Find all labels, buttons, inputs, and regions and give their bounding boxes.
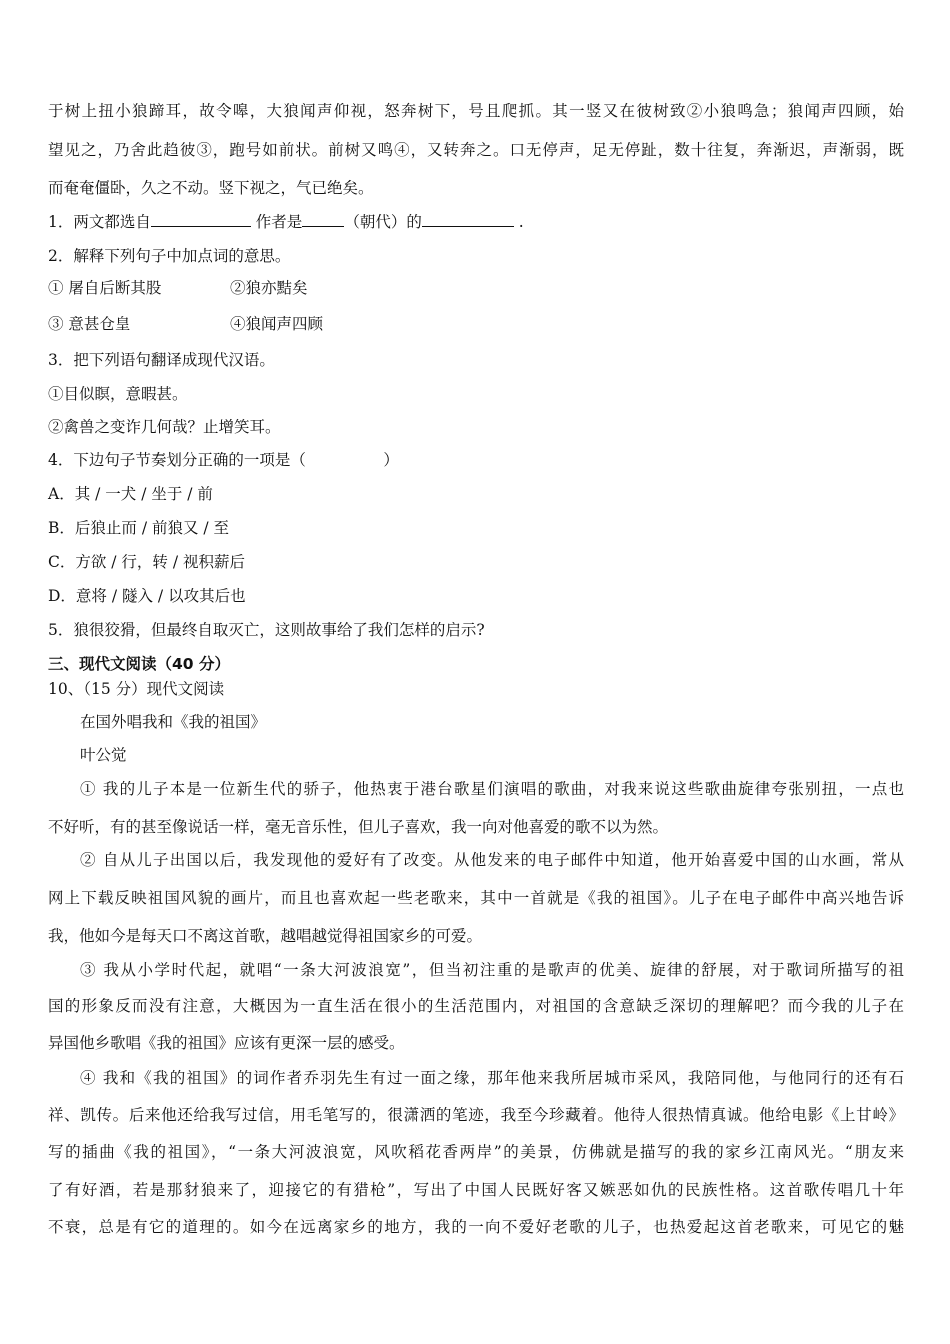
question-4-stem: 4．下边句子节奏划分正确的一项是（ ） bbox=[48, 451, 399, 469]
q1-blank-author[interactable] bbox=[422, 212, 514, 227]
q4-option-d[interactable]: D．意将 / 隧入 / 以攻其后也 bbox=[48, 587, 246, 605]
passage-line-1: 于树上扭小狼蹄耳，故令嗥，大狼闻声仰视，怒奔树下，号且爬抓。其一竖又在彼树致②小狼鸣急；狼闻声四顾，始 bbox=[48, 102, 904, 120]
para-4-line-4: 了有好酒，若是那豺狼来了，迎接它的有猎枪”，写出了中国人民既好客又嫉恶如仇的民族性格。这首歌传唱几十年 bbox=[48, 1181, 904, 1199]
para-4-line-5: 不衰，总是有它的道理的。如今在远离家乡的地方，我的一向不爱好老歌的儿子，也热爱起这首老歌来，可见它的魅 bbox=[48, 1218, 904, 1236]
question-1 bbox=[48, 212, 524, 232]
question-3-stem: 3．把下列语句翻译成现代汉语。 bbox=[48, 351, 275, 369]
para-3-line-1: ③ 我从小学时代起，就唱“一条大河波浪宽”，但当初注重的是歌声的优美、旋律的舒展，对于歌词所描写的祖 bbox=[80, 961, 904, 979]
q3-item-1: ①目似瞑，意暇甚。 bbox=[48, 385, 188, 403]
q4-option-a[interactable]: A．其 / 一犬 / 坐于 / 前 bbox=[48, 485, 213, 503]
q1-blank-dynasty[interactable] bbox=[302, 212, 344, 227]
q1-mid1: 作者是 bbox=[250, 213, 303, 231]
para-4-line-2: 祥、凯传。后来他还给我写过信，用毛笔写的，很潇洒的笔迹，我至今珍藏着。他待人很热情真诚。他给电影《上甘岭》 bbox=[48, 1106, 904, 1124]
article-title: 在国外唱我和《我的祖国》 bbox=[80, 713, 267, 731]
q1-prefix: 1．两文都选自 bbox=[48, 213, 151, 231]
q1-blank-source[interactable] bbox=[151, 212, 251, 227]
q4-option-c[interactable]: C．方欲 / 行，转 / 视积薪后 bbox=[48, 553, 246, 571]
para-1-line-1: ① 我的儿子本是一位新生代的骄子，他热衷于港台歌星们演唱的歌曲，对我来说这些歌曲旋律夸张别扭，一点也 bbox=[80, 780, 904, 798]
para-2-line-2: 网上下载反映祖国风貌的画片，而且也喜欢起一些老歌来，其中一首就是《我的祖国》。儿子在电子邮件中高兴地告诉 bbox=[48, 889, 904, 907]
para-4-line-3: 写的插曲《我的祖国》，“一条大河波浪宽，风吹稻花香两岸”的美景，仿佛就是描写的我的家乡江南风光。“朋友来 bbox=[48, 1143, 904, 1161]
para-4-line-1: ④ 我和《我的祖国》的词作者乔羽先生有过一面之缘，那年他来我所居城市采风，我陪同他，与他同行的还有石 bbox=[80, 1069, 904, 1087]
q4-option-b[interactable]: B．后狼止而 / 前狼又 / 至 bbox=[48, 519, 230, 537]
q2-item-1: ① 屠自后断其股 bbox=[48, 279, 162, 297]
q2-item-4: ④狼闻声四顾 bbox=[230, 315, 324, 333]
q2-item-3: ③ 意甚仓皇 bbox=[48, 315, 131, 333]
article-author: 叶公觉 bbox=[80, 746, 127, 764]
para-2-line-3: 我，他如今是每天口不离这首歌，越唱越觉得祖国家乡的可爱。 bbox=[48, 927, 483, 945]
para-3-line-2: 国的形象反而没有注意，大概因为一直生活在很小的生活范围内，对祖国的含意缺乏深切的理解吧？而今我的儿子在 bbox=[48, 997, 904, 1015]
para-3-line-3: 异国他乡歌唱《我的祖国》应该有更深一层的感受。 bbox=[48, 1034, 405, 1052]
passage-line-2: 望见之，乃舍此趋彼③，跑号如前状。前树又鸣④，又转奔之。口无停声，足无停趾，数十往复，奔渐迟，声渐弱，既 bbox=[48, 141, 904, 159]
question-2-stem: 2．解释下列句子中加点词的意思。 bbox=[48, 247, 291, 265]
question-10-label: 10、（15 分）现代文阅读 bbox=[48, 680, 225, 698]
q3-item-2: ②禽兽之变诈几何哉？止增笑耳。 bbox=[48, 418, 281, 436]
question-5-stem: 5．狼很狡猾，但最终自取灭亡，这则故事给了我们怎样的启示? bbox=[48, 621, 485, 639]
q2-item-2: ②狼亦黠矣 bbox=[230, 279, 308, 297]
passage-line-3: 而奄奄僵卧，久之不动。竖下视之，气已绝矣。 bbox=[48, 179, 374, 197]
q1-mid2: （朝代）的 bbox=[344, 213, 422, 231]
q1-suffix: . bbox=[513, 213, 524, 231]
para-2-line-1: ② 自从儿子出国以后，我发现他的爱好有了改变。从他发来的电子邮件中知道，他开始喜爱中国的山水画，常从 bbox=[80, 851, 904, 869]
para-1-line-2: 不好听，有的甚至像说话一样，毫无音乐性，但儿子喜欢，我一向对他喜爱的歌不以为然。 bbox=[48, 818, 669, 836]
section-heading: 三、现代文阅读（40 分） bbox=[48, 655, 230, 673]
